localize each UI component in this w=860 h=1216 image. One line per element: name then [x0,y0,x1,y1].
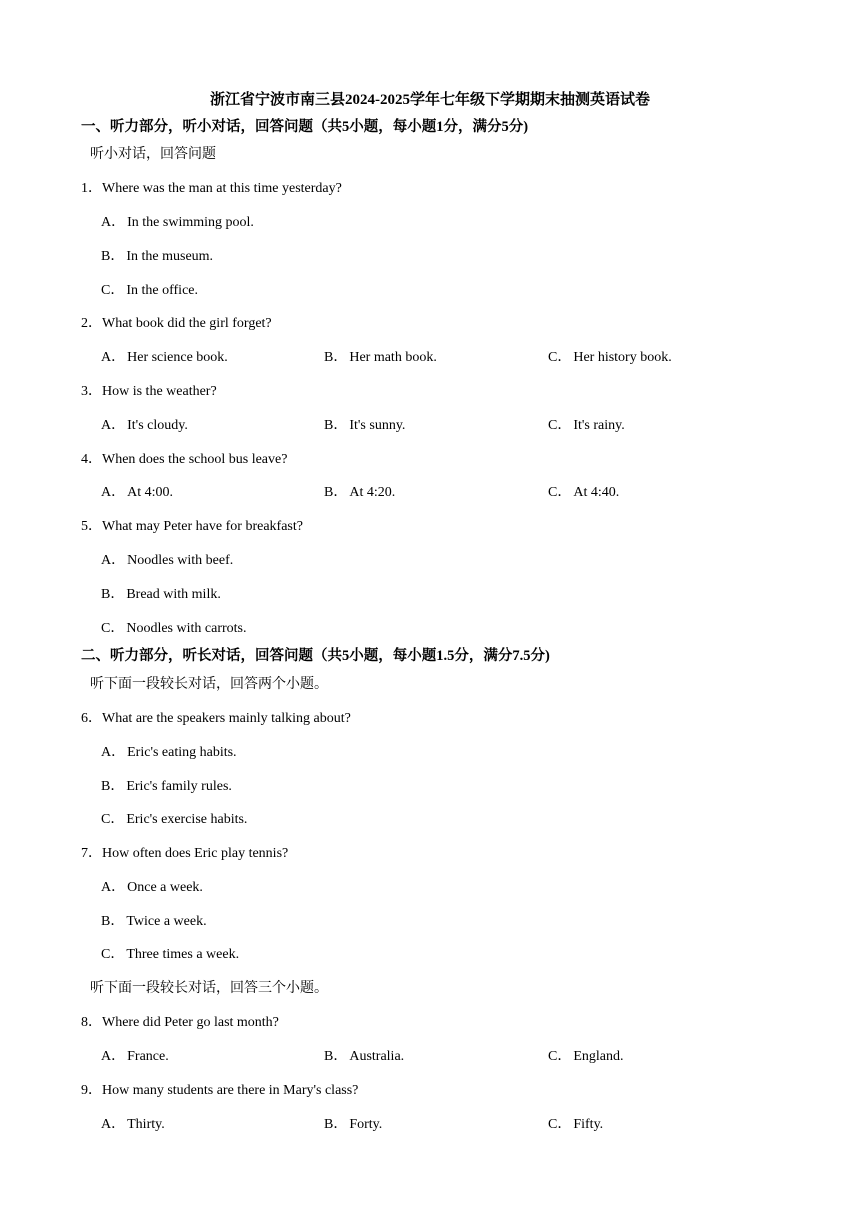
question-text: How often does Eric play tennis? [102,846,289,861]
answer-option [324,1047,404,1067]
option-text: Noodles with beef. [127,553,234,568]
question-number: 8． [81,1015,102,1030]
answer-option [324,416,405,436]
question [81,1081,358,1101]
option-letter: A． [101,1117,126,1132]
question [81,450,287,470]
question-text: What book did the girl forget? [102,316,272,331]
question-number: 1． [81,181,102,196]
question-text: What may Peter have for breakfast? [102,519,303,534]
answer-option [324,483,395,503]
answer-option [548,348,672,368]
option-letter: A． [101,215,126,230]
option-text: Her math book. [349,350,437,365]
option-letter: A． [101,418,126,433]
option-text: Bread with milk. [126,587,221,602]
option-letter: A． [101,485,126,500]
option-letter: B． [324,418,348,433]
option-text: Forty. [349,1117,383,1132]
question-number: 2． [81,316,102,331]
option-letter: C． [548,350,572,365]
option-text: It's cloudy. [127,418,188,433]
answer-option [548,1047,624,1067]
section-instruction: 听下面一段较长对话，回答三个小题。 [90,981,328,996]
question-text: How many students are there in Mary's class? [102,1083,359,1098]
option-text: England. [573,1049,624,1064]
question-text: Where was the man at this time yesterday? [102,181,342,196]
answer-option [101,810,247,830]
option-text: It's rainy. [573,418,625,433]
option-text: In the swimming pool. [127,215,254,230]
option-text: Eric's family rules. [126,779,232,794]
option-letter: C． [548,485,572,500]
answer-option [548,1115,603,1135]
section-instruction: 听小对话，回答问题 [90,147,216,162]
option-text: In the office. [126,283,198,298]
answer-option [101,619,247,639]
option-text: At 4:40. [573,485,620,500]
answer-option [101,1115,165,1135]
answer-option [324,1115,382,1135]
option-text: Eric's eating habits. [127,745,237,760]
question-text: When does the school bus leave? [102,452,288,467]
option-letter: A． [101,553,126,568]
answer-option [101,945,239,965]
answer-option [101,585,221,605]
question [81,314,272,334]
option-text: At 4:00. [127,485,174,500]
answer-option [101,483,173,503]
option-letter: B． [324,485,348,500]
question-number: 3． [81,384,102,399]
option-letter: A． [101,350,126,365]
answer-option [101,743,237,763]
question [81,709,351,729]
question [81,1013,279,1033]
answer-option [101,281,198,301]
option-letter: B． [101,914,125,929]
section-heading: 一、听力部分，听小对话，回答问题（共5小题，每小题1分，满分5分) [81,119,529,135]
option-letter: C． [548,418,572,433]
option-text: France. [127,1049,169,1064]
question [81,179,342,199]
question-text: What are the speakers mainly talking about? [102,711,351,726]
option-letter: B． [101,779,125,794]
exam-title: 浙江省宁波市南三县2024-2025学年七年级下学期期末抽测英语试卷 [210,92,650,108]
option-letter: A． [101,880,126,895]
option-letter: C． [101,812,125,827]
option-letter: C． [101,947,125,962]
section-instruction: 听下面一段较长对话，回答两个小题。 [90,677,328,692]
question-number: 5． [81,519,102,534]
question [81,844,288,864]
question-number: 6． [81,711,102,726]
answer-option [548,416,625,436]
question-number: 4． [81,452,102,467]
answer-option [101,416,188,436]
option-text: Noodles with carrots. [126,621,247,636]
option-text: Three times a week. [126,947,240,962]
option-text: Twice a week. [126,914,207,929]
question-text: Where did Peter go last month? [102,1015,279,1030]
answer-option [548,483,619,503]
option-letter: A． [101,745,126,760]
answer-option [101,247,213,267]
option-letter: B． [101,249,125,264]
section-heading: 二、听力部分，听长对话，回答问题（共5小题，每小题1.5分，满分7.5分) [81,648,550,664]
option-letter: B． [324,350,348,365]
answer-option [101,777,232,797]
option-text: Once a week. [127,880,203,895]
option-text: Eric's exercise habits. [126,812,248,827]
option-letter: A． [101,1049,126,1064]
option-letter: C． [101,283,125,298]
option-text: Her history book. [573,350,672,365]
option-text: Fifty. [573,1117,604,1132]
answer-option [101,348,228,368]
answer-option [101,213,254,233]
option-text: Her science book. [127,350,228,365]
option-text: Thirty. [127,1117,165,1132]
question [81,517,303,537]
option-letter: B． [324,1049,348,1064]
answer-option [101,1047,169,1067]
question [81,382,217,402]
option-text: Australia. [349,1049,405,1064]
question-number: 9． [81,1083,102,1098]
question-text: How is the weather? [102,384,217,399]
question-number: 7． [81,846,102,861]
answer-option [324,348,437,368]
answer-option [101,551,233,571]
option-letter: C． [548,1117,572,1132]
option-letter: C． [101,621,125,636]
option-text: It's sunny. [349,418,406,433]
option-letter: B． [101,587,125,602]
option-letter: B． [324,1117,348,1132]
option-text: In the museum. [126,249,214,264]
answer-option [101,878,203,898]
option-text: At 4:20. [349,485,396,500]
option-letter: C． [548,1049,572,1064]
answer-option [101,912,207,932]
